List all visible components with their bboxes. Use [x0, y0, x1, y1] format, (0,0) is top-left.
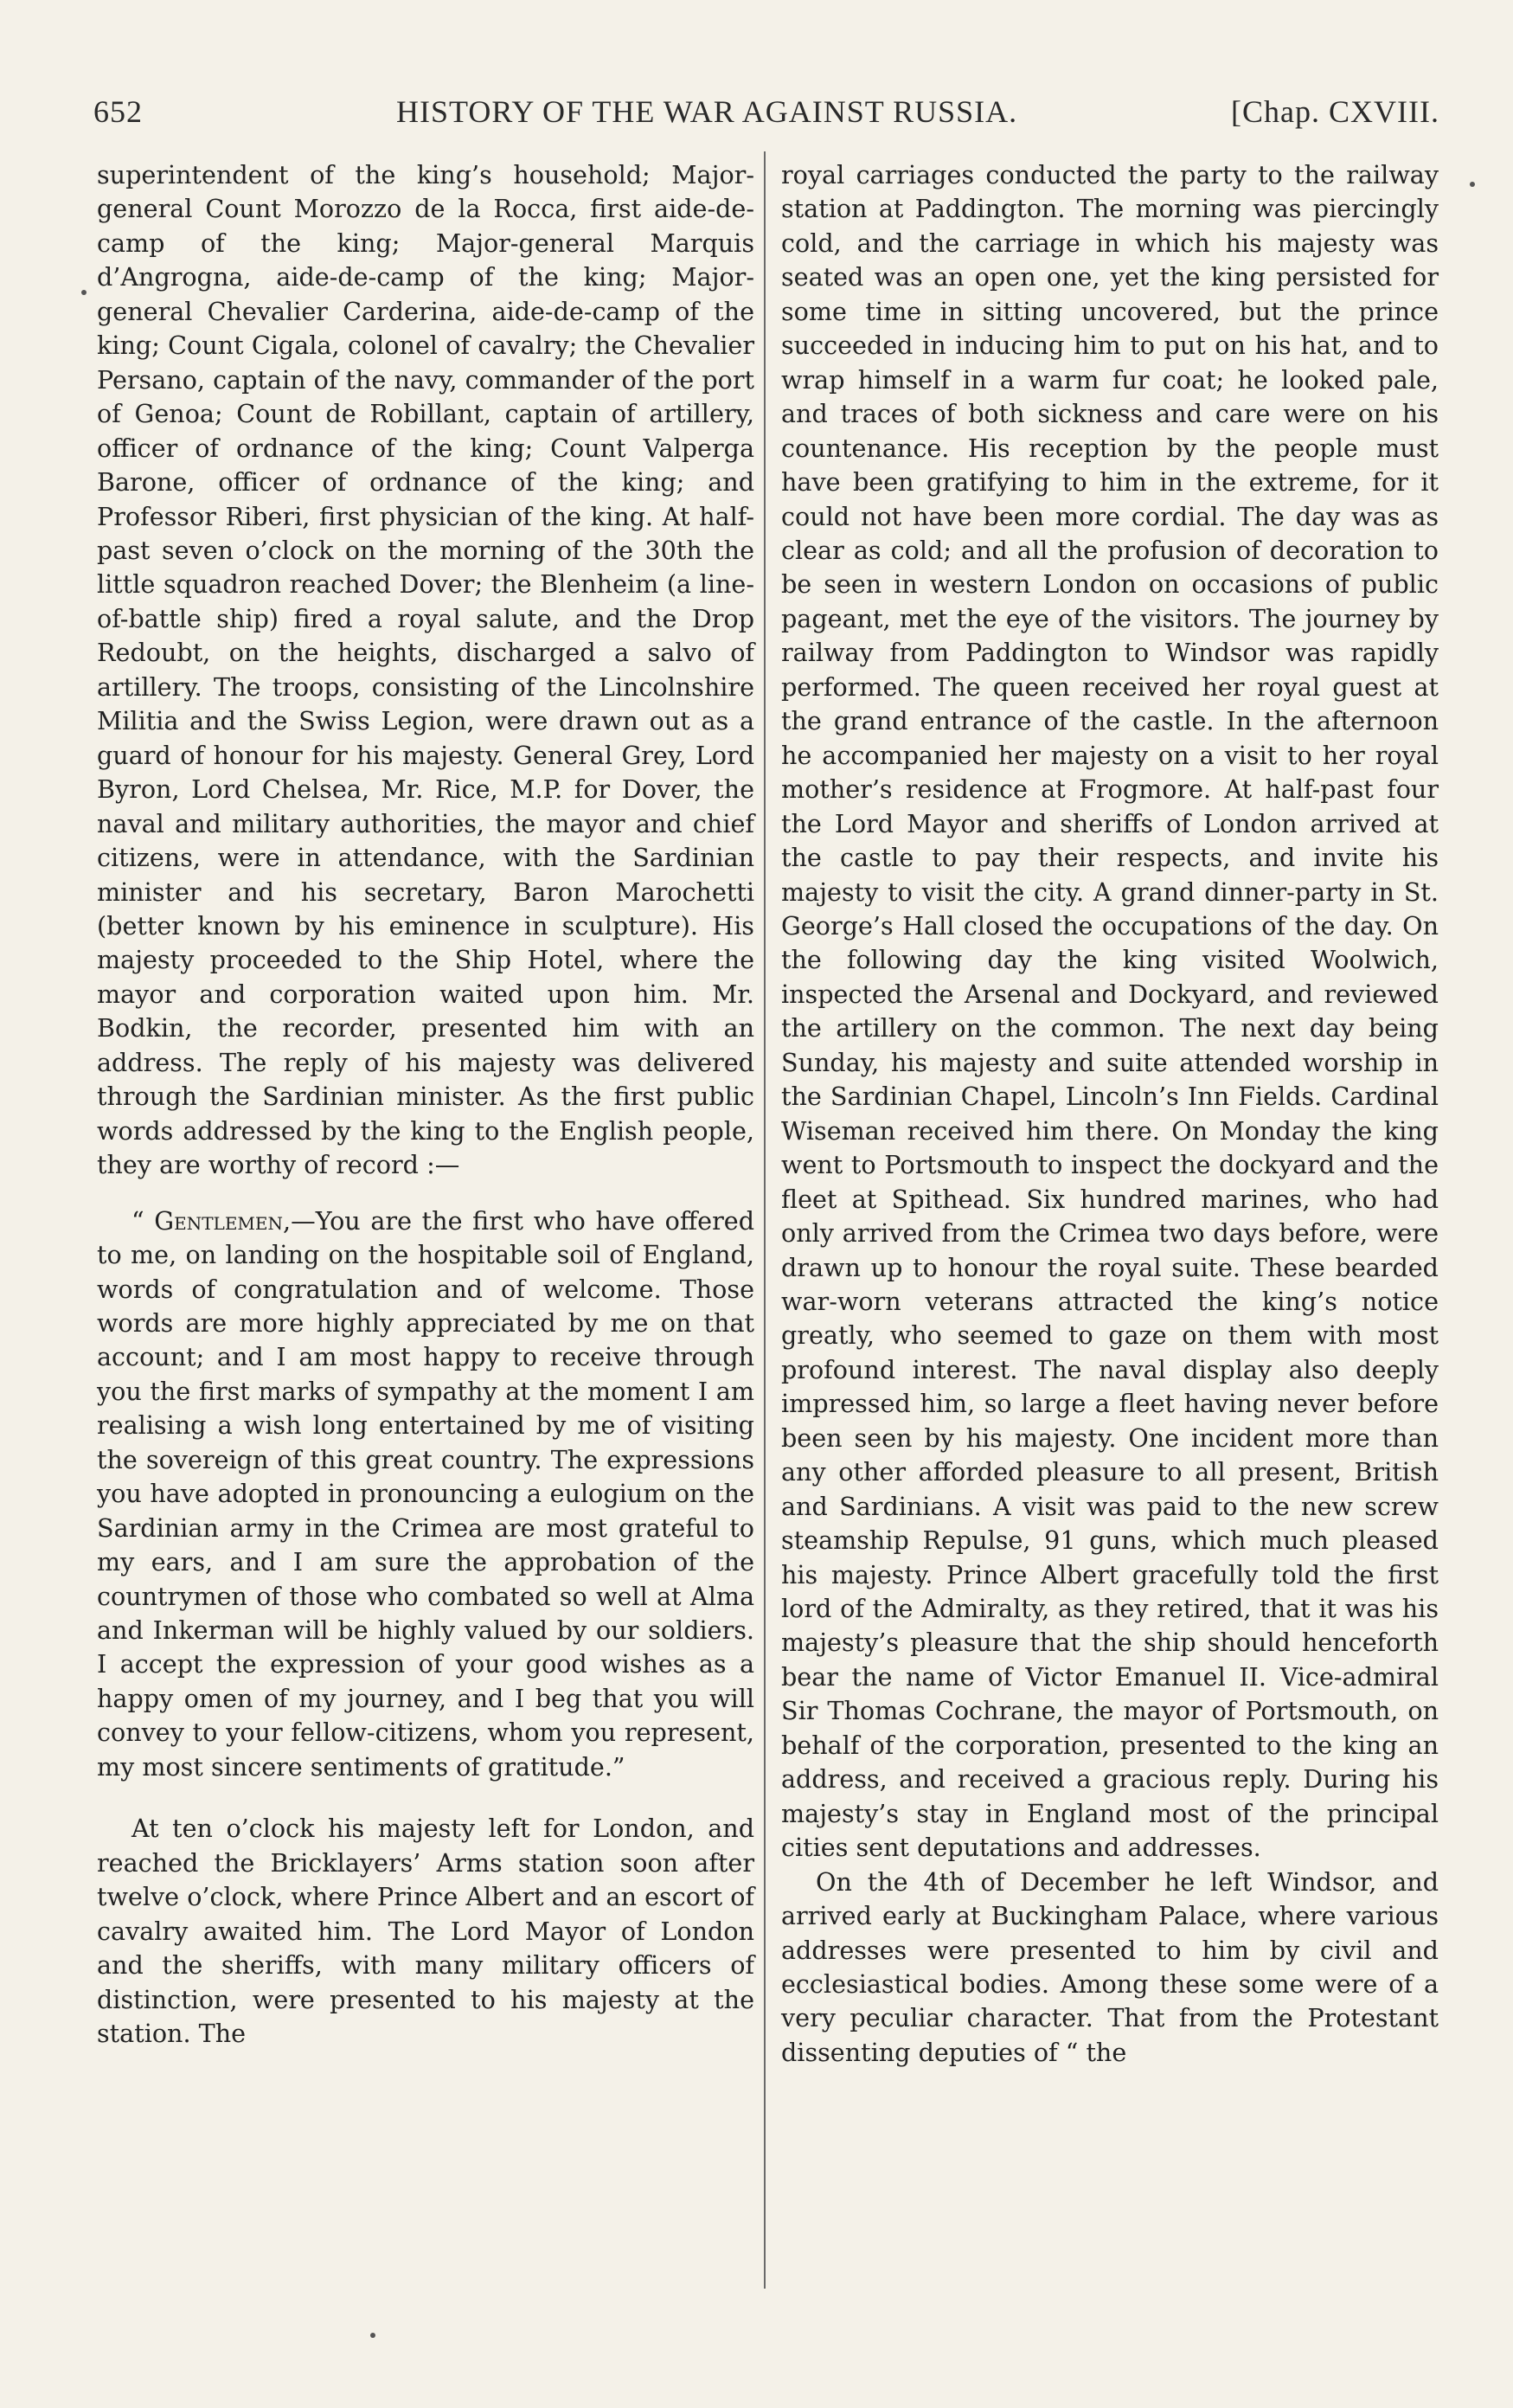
chapter-label: [Chap. CXVIII. [1231, 94, 1439, 129]
left-column [97, 158, 754, 2051]
running-title: HISTORY OF THE WAR AGAINST RUSSIA. [396, 94, 1018, 129]
margin-speck [1470, 182, 1475, 187]
margin-speck [81, 290, 87, 295]
left-paragraph-1: superintendent of the king’s household; Major-general Count Morozzo de la Rocca, first aide-de-camp of the king; Major-general Marquis d’Angrogna, aide-de-camp of the king; Major-general Chevalier Carderina, aide-de-camp of the king; Count Cigala, colonel of cavalry; the Chevalier Persano, captain of the navy, commander of the port of Genoa; Count de Robillant, captain of artillery, officer of ordnance of the king; Count Valperga Barone, officer of ordnance of the king; and Professor Riberi, first physician of the king. At half-past seven o’clock on the morning of the 30th the little squadron reached Dover; the Blenheim (a line-of-battle ship) fired a royal salute, and the Drop Redoubt, on the heights, discharged a salvo of artillery. The troops, consisting of the Lincolnshire Militia and the Swiss Legion, were drawn out as a guard of honour for his majesty. General Grey, Lord Byron, Lord Chelsea, Mr. Rice, M.P. for Dover, the naval and military authorities, the mayor and chief citizens, were in attendance, with the Sardinian minister and his secretary, Baron Marochetti (better known by his eminence in sculpture). His majesty proceeded to the Ship Hotel, where the mayor and corporation waited upon him. Mr. Bodkin, the recorder, presented him with an address. The reply of his majesty was delivered through the Sardinian minister. As the first public words addressed by the king to the English people, they are worthy of record :— [97, 160, 754, 1180]
page-number: 652 [93, 94, 143, 129]
right-paragraph-2: On the 4th of December he left Windsor, and arrived early at Buckingham Palace, where various addresses were presented to him by civil and ecclesiastical bodies. Among these some were of a very peculiar character. That from the Protestant dissenting deputies of “ the [781, 1866, 1439, 2067]
column-divider [764, 151, 766, 2289]
quote-body: —You are the first who have offered to me, on landing on the hospitable soil of England, words of congratulation and of welcome. Those words are more highly appreciated by me on that account; and I am most happy to receive through you the first marks of sympathy at the moment I am realising a wish long entertained by me of visiting the sovereign of this great country. The expressions you have adopted in pronouncing a eulogium on the Sardinian army in the Crimea are most grateful to my ears, and I am sure the approbation of the countrymen of those who combated so well at Alma and Inkerman will be highly valued by our soldiers. I accept the expression of your good wishes as a happy omen of my journey, and I beg that you will convey to your fellow-citizens, whom you represent, my most sincere sentiments of gratitude.” [97, 1205, 754, 1782]
right-column [781, 158, 1439, 2070]
left-paragraph-2: At ten o’clock his majesty left for London, and reached the Bricklayers’ Arms station soon after twelve o’clock, where Prince Albert and an escort of cavalry awaited him. The Lord Mayor of London and the sheriffs, with many military officers of distinction, were presented to his majesty at the station. The [97, 1814, 754, 2049]
right-paragraph-1: royal carriages conducted the party to the railway station at Paddington. The morning was piercingly cold, and the carriage in which his majesty was seated was an open one, yet the king persisted for some time in sitting uncovered, but the prince succeeded in inducing him to put on his hat, and to wrap himself in a warm fur coat; he looked pale, and traces of both sickness and care were on his countenance. His reception by the people must have been gratifying to him in the extreme, for it could not have been more cordial. The day was as clear as cold; and all the profusion of decoration to be seen in western London on occasions of public pageant, met the eye of the visitors. The journey by railway from Paddington to Windsor was rapidly performed. The queen received her royal guest at the grand entrance of the castle. In the afternoon he accompanied her majesty on a visit to her royal mother’s residence at Frogmore. At half-past four the Lord Mayor and sheriffs of London arrived at the castle to pay their respects, and invite his majesty to visit the city. A grand dinner-party in St. George’s Hall closed the occupations of the day. On the following day the king visited Woolwich, inspected the Arsenal and Dockyard, and reviewed the artillery on the common. The next day being Sunday, his majesty and suite attended worship in the Sardinian Chapel, Lincoln’s Inn Fields. Cardinal Wiseman received him there. On Monday the king went to Portsmouth to inspect the dockyard and the fleet at Spithead. Six hundred marines, who had only arrived from the Crimea two days before, were drawn up to honour the royal suite. These bearded war-worn veterans attracted the king’s notice greatly, who seemed to gaze on them with most profound interest. The naval display also deeply impressed him, so large a fleet having never before been seen by his majesty. One incident more than any other afforded pleasure to all present, British and Sardinians. A visit was paid to the new screw steamship Repulse, 91 guns, which much pleased his majesty. Prince Albert gracefully told the first lord of the Admiralty, as they retired, that it was his majesty’s pleasure that the ship should henceforth bear the name of Victor Emanuel II. Vice-admiral Sir Thomas Cochrane, the mayor of Portsmouth, on behalf of the corporation, presented to the king an address, and received a gracious reply. During his majesty’s stay in England most of the principal cities sent deputations and addresses. [781, 160, 1439, 1863]
margin-speck [370, 2333, 375, 2338]
running-header [93, 87, 1443, 138]
king-reply-quote [97, 1204, 754, 1785]
quote-salutation: “ Gentlemen, [131, 1205, 292, 1236]
